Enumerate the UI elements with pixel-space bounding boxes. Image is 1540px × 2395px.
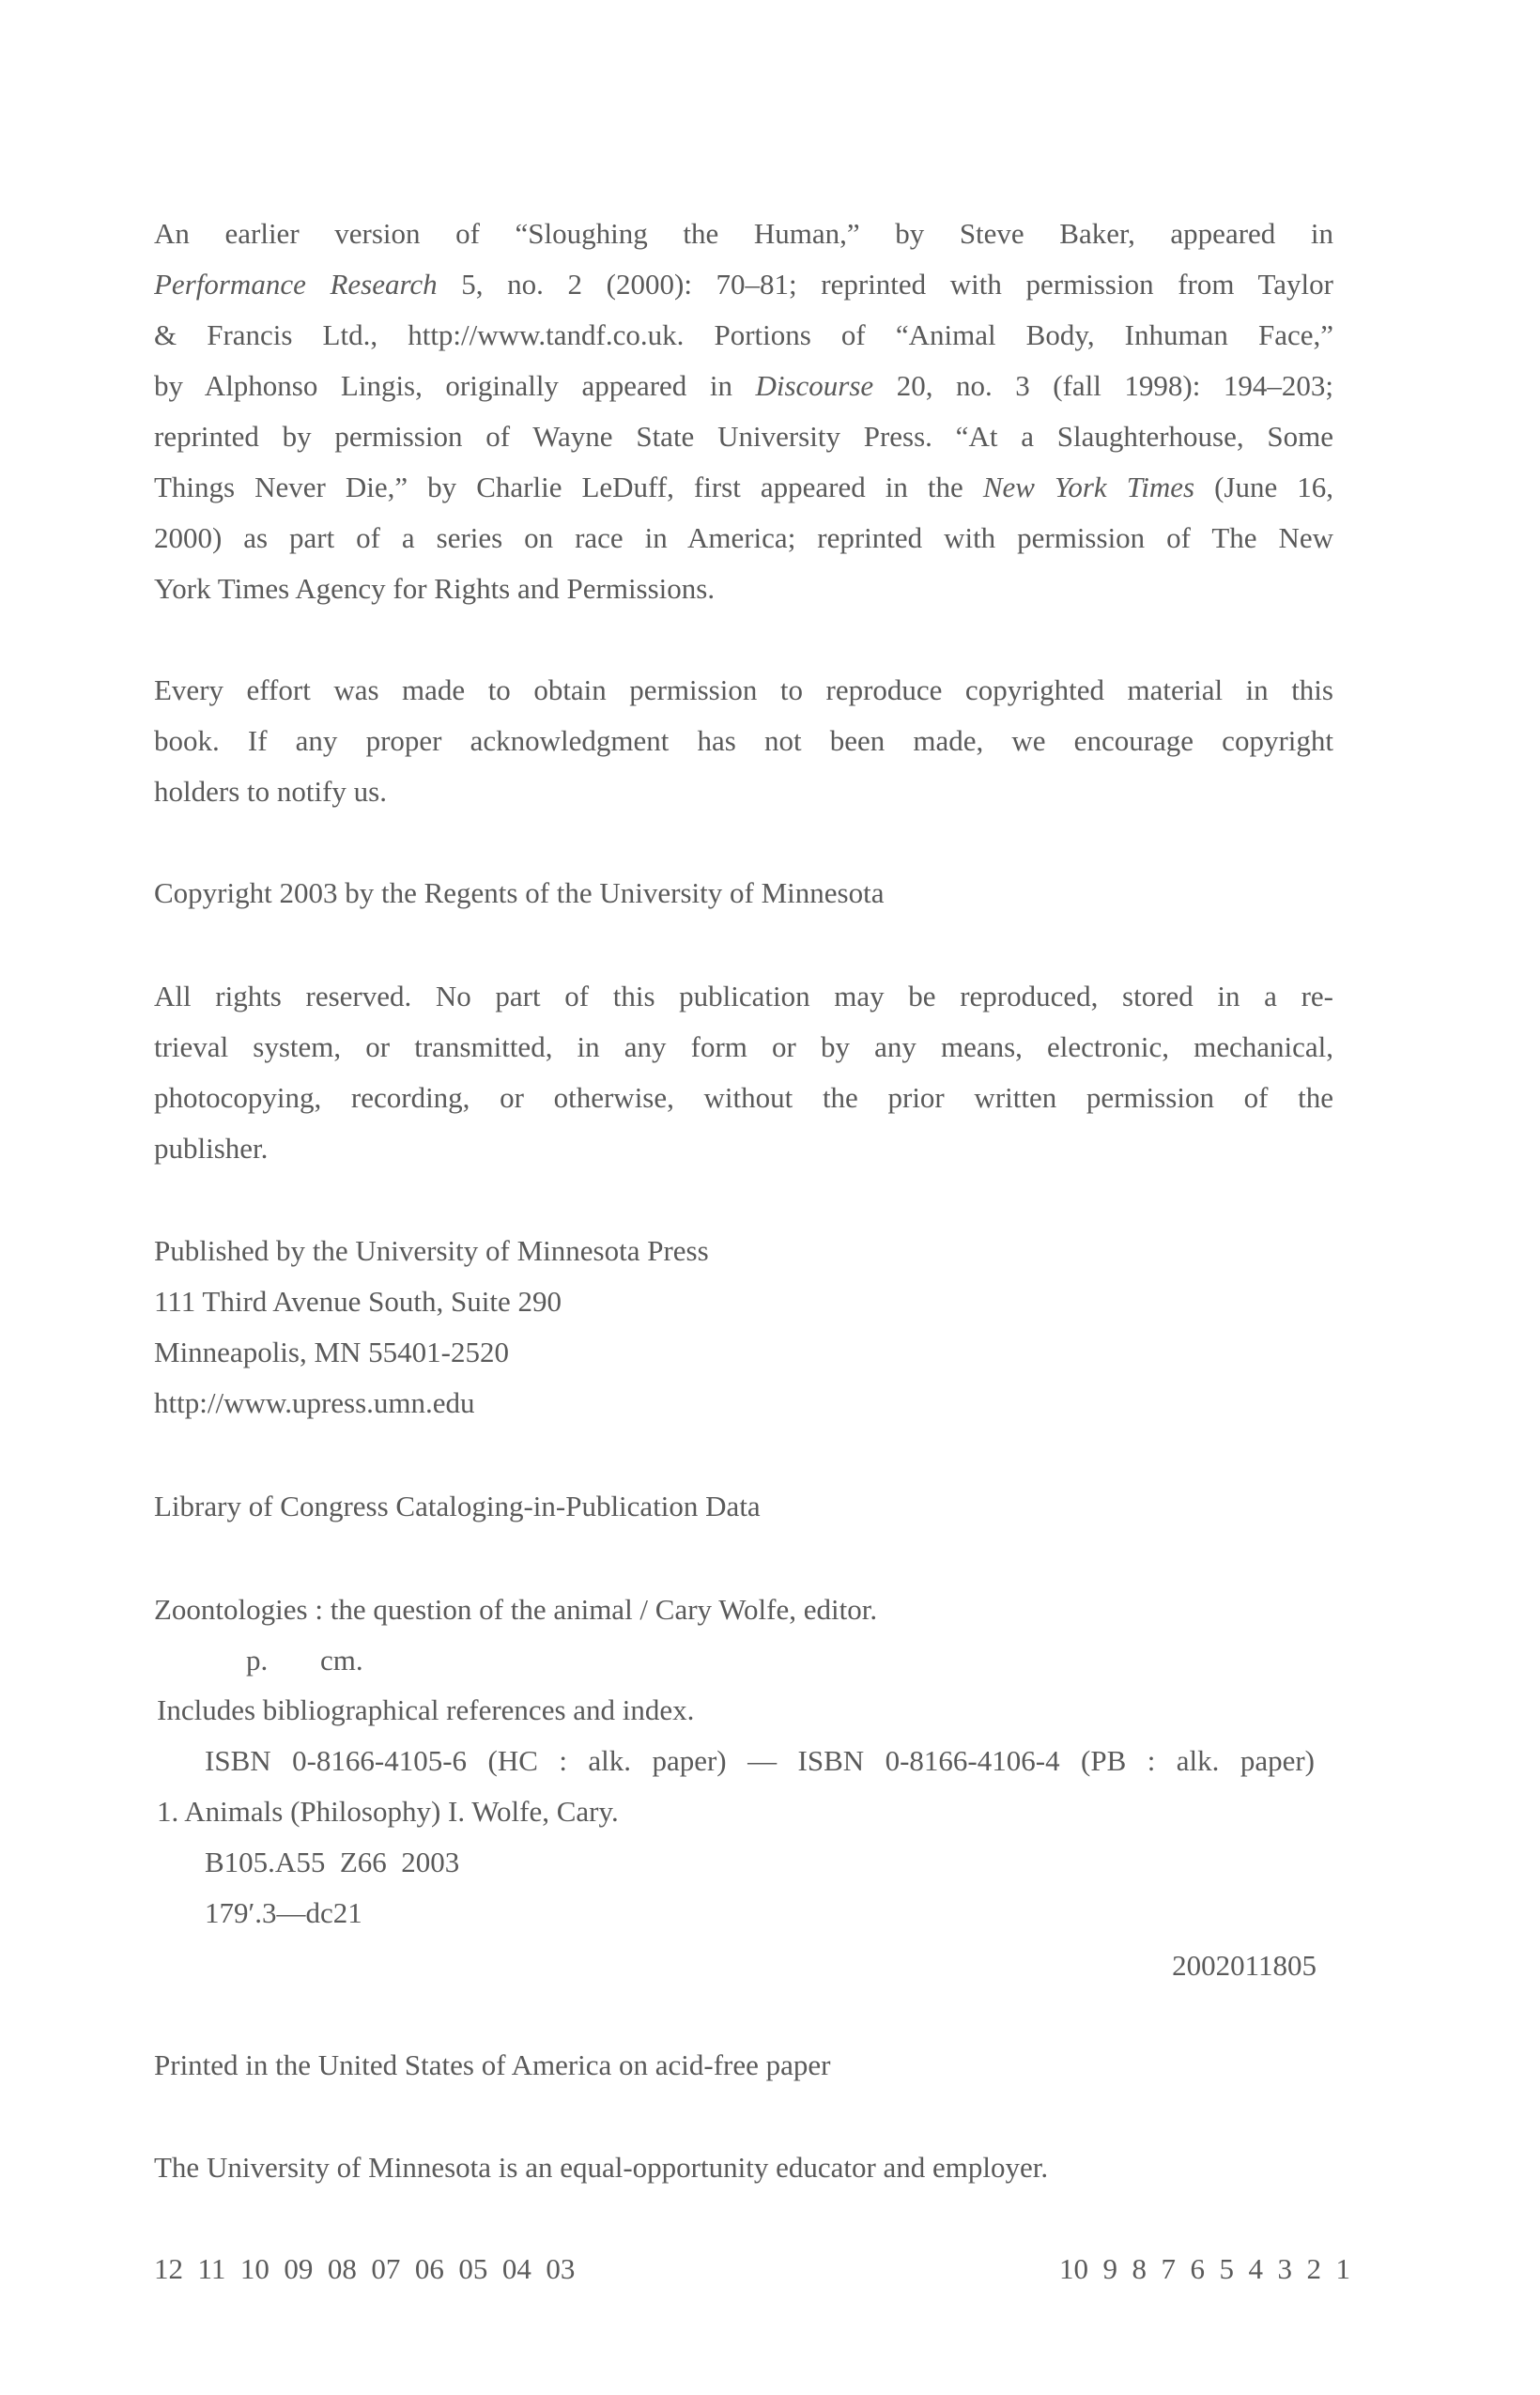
credits-line	[154, 411, 1333, 462]
cip-lcc: B105.A55 Z66 2003	[205, 1846, 460, 1878]
text: York Times Agency for Rights and Permissions.	[154, 572, 716, 605]
cip-isbn: ISBN 0-8166-4105-6 (HC : alk. paper) — ISBN 0-8166-4106-4 (PB : alk. paper)	[205, 1744, 1315, 1777]
text: by Alphonso Lingis, originally appeared in	[154, 369, 756, 402]
credits-line	[154, 310, 1333, 361]
credits-line	[154, 361, 1333, 411]
rights-line: All rights reserved. No part of this publication may be reproduced, stored in a re-	[154, 980, 1333, 1012]
cip-ddc: 179′.3—dc21	[205, 1896, 362, 1929]
cip-pages: p.	[246, 1644, 269, 1676]
credits-line	[154, 462, 1333, 513]
copyright-notice: Copyright 2003 by the Regents of the University of Minnesota	[154, 876, 885, 909]
cip-lccn: 2002011805	[1172, 1949, 1317, 1982]
text: An earlier version of “Sloughing the Human,” by Steve Baker, appeared in	[154, 217, 1333, 250]
effort-line: Every effort was made to obtain permission to reproduce copyrighted material in this	[154, 673, 1333, 706]
equal-opportunity-notice: The University of Minnesota is an equal-opportunity educator and employer.	[154, 2151, 1049, 2184]
publisher-url[interactable]: http://www.upress.umn.edu	[154, 1386, 475, 1419]
newspaper-title: New York Times	[982, 471, 1195, 503]
credits-line	[154, 564, 715, 614]
text: (June 16,	[1194, 471, 1333, 503]
rights-line: photocopying, recording, or otherwise, without the prior written permission of the	[154, 1081, 1333, 1114]
cip-heading: Library of Congress Cataloging-in-Publication Data	[154, 1490, 761, 1522]
cip-title: Zoontologies : the question of the animal / Cary Wolfe, editor.	[154, 1593, 878, 1626]
text: & Francis Ltd., http://www.tandf.co.uk. Portions of “Animal Body, Inhuman Face,”	[154, 318, 1333, 351]
journal-title: Performance Research	[154, 268, 438, 301]
print-line-impressions: 10 9 8 7 6 5 4 3 2 1	[1059, 2252, 1350, 2285]
credits-line	[154, 513, 1333, 564]
cip-subjects: 1. Animals (Philosophy) I. Wolfe, Cary.	[157, 1795, 619, 1828]
cip-cm: cm.	[320, 1644, 363, 1676]
credits-line	[154, 209, 1333, 259]
text: reprinted by permission of Wayne State University Press. “At a Slaughterhouse, Some	[154, 420, 1333, 453]
print-line-years: 12 11 10 09 08 07 06 05 04 03	[154, 2252, 576, 2285]
credits-line	[154, 259, 1333, 310]
publisher-city: Minneapolis, MN 55401-2520	[154, 1336, 510, 1368]
rights-line: publisher.	[154, 1132, 269, 1165]
text: 2000) as part of a series on race in America; reprinted with permission of The New	[154, 521, 1333, 554]
cip-includes: Includes bibliographical references and index.	[157, 1693, 695, 1726]
publisher-name: Published by the University of Minnesota Press	[154, 1234, 709, 1267]
publisher-street: 111 Third Avenue South, Suite 290	[154, 1285, 562, 1318]
text: Things Never Die,” by Charlie LeDuff, first appeared in the	[154, 471, 983, 503]
rights-line: trieval system, or transmitted, in any form or by any means, electronic, mechanical,	[154, 1030, 1333, 1063]
journal-title: Discourse	[755, 369, 874, 402]
text: 20, no. 3 (fall 1998): 194–203;	[873, 369, 1333, 402]
effort-line: book. If any proper acknowledgment has not been made, we encourage copyright	[154, 724, 1333, 757]
printed-notice: Printed in the United States of America on acid-free paper	[154, 2048, 831, 2081]
effort-line: holders to notify us.	[154, 775, 387, 808]
text: 5, no. 2 (2000): 70–81; reprinted with permission from Taylor	[437, 268, 1333, 301]
